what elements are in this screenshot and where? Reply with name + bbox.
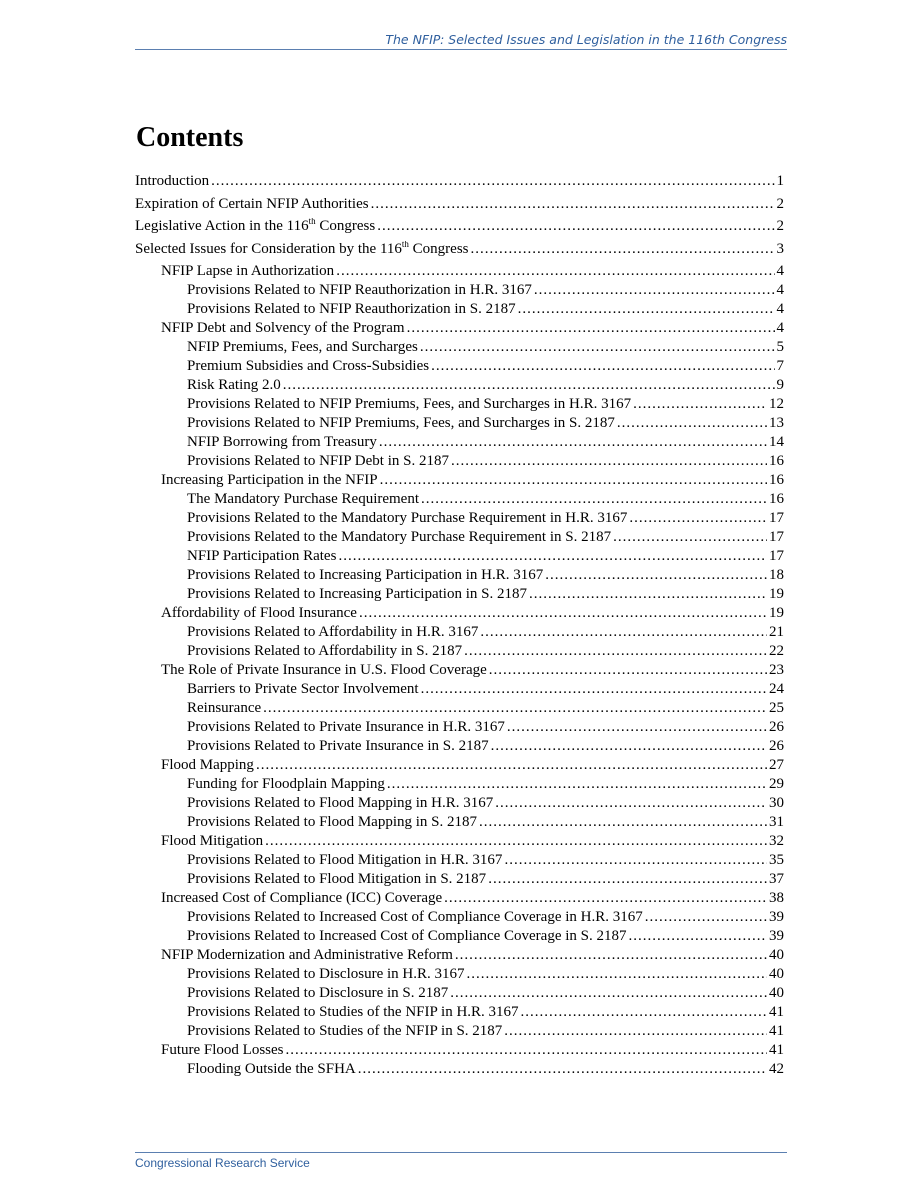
toc-dot-leader [521, 1004, 767, 1021]
toc-dot-leader [338, 548, 767, 565]
toc-page-number: 40 [769, 985, 784, 1001]
toc-entry[interactable] [135, 339, 784, 358]
toc-entry-text: Provisions Related to Increased Cost of Compliance Coverage in H.R. 3167 [187, 909, 643, 925]
toc-entry-text: Provisions Related to the Mandatory Purchase Requirement in S. 2187 [187, 529, 612, 545]
toc-entry-label [161, 472, 378, 489]
toc-entry[interactable] [135, 301, 784, 320]
toc-entry-text: Provisions Related to Private Insurance in S. 2187 [187, 738, 489, 754]
toc-entry-label [187, 396, 631, 413]
toc-entry-label [187, 700, 261, 717]
toc-dot-leader [421, 681, 767, 698]
toc-entry-text: Expiration of Certain NFIP Authorities [135, 195, 369, 212]
toc-dot-leader [534, 282, 775, 299]
toc-entry-text-suffix: Congress [408, 240, 469, 257]
toc-entry-text: Provisions Related to Flood Mitigation in S. 2187 [187, 871, 487, 887]
toc-page-number: 7 [776, 358, 784, 374]
toc-page-number: 35 [769, 852, 784, 868]
toc-entry-text: Reinsurance [187, 700, 262, 716]
toc-entry[interactable] [135, 985, 784, 1004]
toc-entry[interactable] [135, 548, 784, 567]
toc-entry-superscript: th [308, 218, 316, 226]
toc-page-number: 4 [776, 320, 784, 336]
toc-page-number: 2 [776, 218, 784, 234]
toc-page-number: 12 [769, 396, 784, 412]
toc-entry-text: Provisions Related to Studies of the NFIP in S. 2187 [187, 1023, 503, 1039]
toc-entry[interactable] [135, 1061, 784, 1080]
toc-entry-label [187, 1061, 356, 1078]
toc-entry-text: Provisions Related to Flood Mitigation in H.R. 3167 [187, 852, 503, 868]
toc-entry-label [187, 548, 336, 565]
toc-dot-leader [495, 795, 767, 812]
toc-dot-leader [518, 301, 775, 318]
toc-entry-text: Flood Mapping [161, 757, 254, 773]
toc-dot-leader [358, 1061, 767, 1078]
toc-entry[interactable] [135, 282, 784, 301]
toc-entry[interactable] [135, 871, 784, 890]
toc-dot-leader [613, 529, 767, 546]
toc-entry-label [135, 241, 469, 258]
toc-dot-leader [529, 586, 767, 603]
toc-entry-text: Flooding Outside the SFHA [187, 1061, 356, 1077]
toc-entry-text: Risk Rating 2.0 [187, 377, 281, 393]
toc-page-number: 3 [776, 240, 784, 257]
toc-entry-label [187, 377, 281, 394]
toc-page-number: 42 [769, 1061, 784, 1077]
toc-dot-leader [387, 776, 767, 793]
toc-entry-label [161, 757, 254, 774]
toc-page-number: 14 [769, 434, 784, 450]
toc-entry-label [187, 795, 493, 812]
toc-page-number: 30 [769, 795, 784, 811]
toc-entry[interactable] [135, 453, 784, 472]
toc-entry-label [161, 320, 405, 337]
toc-dot-leader [480, 624, 767, 641]
toc-entry-text: Provisions Related to NFIP Reauthorization in H.R. 3167 [187, 282, 532, 298]
toc-entry-label [161, 1042, 284, 1059]
toc-entry-label [187, 358, 429, 375]
toc-dot-leader [617, 415, 767, 432]
toc-entry-text: Selected Issues for Consideration by the 116 [135, 240, 402, 257]
toc-page-number: 39 [769, 909, 784, 925]
toc-entry-text: Provisions Related to Affordability in H.R. 3167 [187, 624, 479, 640]
toc-page-number: 19 [769, 586, 784, 602]
toc-dot-leader [379, 434, 767, 451]
toc-entry-text: Introduction [135, 173, 210, 189]
toc-dot-leader [504, 852, 767, 869]
toc-page-number: 26 [769, 738, 784, 754]
toc-entry[interactable] [135, 795, 784, 814]
toc-dot-leader [645, 909, 767, 926]
toc-page-number: 4 [776, 301, 784, 317]
toc-page-number: 4 [776, 263, 784, 279]
toc-entry[interactable] [135, 567, 784, 586]
toc-page-number: 22 [769, 643, 784, 659]
toc-entry-label [187, 1023, 502, 1040]
toc-entry[interactable] [135, 1042, 784, 1061]
toc-entry-label [187, 339, 418, 356]
toc-entry-text: Provisions Related to NFIP Reauthorization in S. 2187 [187, 301, 516, 317]
toc-entry-label [161, 833, 263, 850]
toc-entry[interactable] [135, 605, 784, 624]
toc-dot-leader [336, 263, 774, 280]
toc-entry-label [187, 415, 615, 432]
toc-entry-text: NFIP Debt and Solvency of the Program [161, 320, 405, 336]
toc-dot-leader [479, 814, 767, 831]
toc-entry[interactable] [135, 415, 784, 434]
toc-entry[interactable] [135, 241, 784, 264]
toc-page-number: 16 [769, 491, 784, 507]
toc-entry[interactable] [135, 947, 784, 966]
toc-page-number: 17 [769, 529, 784, 545]
toc-entry[interactable] [135, 966, 784, 985]
toc-entry-text: Legislative Action in the 116 [135, 218, 309, 234]
toc-entry[interactable] [135, 377, 784, 396]
toc-entry-label [187, 586, 527, 603]
toc-entry-text: Provisions Related to Increasing Participation in S. 2187 [187, 586, 527, 602]
toc-dot-leader [421, 491, 767, 508]
toc-entry-label [135, 173, 209, 190]
toc-entry-label [187, 529, 611, 546]
toc-page-number: 21 [769, 624, 784, 640]
toc-entry[interactable] [135, 358, 784, 377]
toc-entry-text: Affordability of Flood Insurance [161, 605, 357, 621]
toc-dot-leader [211, 173, 774, 190]
toc-entry-text: Funding for Floodplain Mapping [187, 776, 385, 792]
toc-entry[interactable] [135, 491, 784, 510]
page-footer [135, 1152, 787, 1173]
toc-page-number: 40 [769, 947, 784, 963]
toc-dot-leader [629, 928, 767, 945]
toc-entry-label [187, 681, 419, 698]
toc-entry-text: NFIP Lapse in Authorization [161, 263, 335, 279]
toc-entry-label [187, 1004, 519, 1021]
toc-entry-label [135, 218, 375, 235]
toc-dot-leader [467, 966, 768, 983]
toc-dot-leader [371, 196, 775, 213]
toc-entry-text: Provisions Related to NFIP Premiums, Fees, and Surcharges in H.R. 3167 [187, 396, 632, 412]
page-title: Contents [136, 122, 244, 153]
toc-entry[interactable] [135, 719, 784, 738]
toc-page-number: 16 [769, 472, 784, 488]
toc-entry[interactable] [135, 909, 784, 928]
toc-entry[interactable] [135, 928, 784, 947]
toc-dot-leader [633, 396, 767, 413]
toc-page-number: 29 [769, 776, 784, 792]
toc-entry-label [187, 738, 489, 755]
toc-entry[interactable] [135, 624, 784, 643]
toc-page-number: 41 [769, 1042, 784, 1058]
toc-dot-leader [455, 947, 767, 964]
footer-source: Congressional Research Service [135, 1156, 310, 1170]
toc-entry[interactable] [135, 1004, 784, 1023]
toc-entry-label [161, 263, 334, 280]
toc-entry-label [187, 453, 449, 470]
toc-entry-text: Provisions Related to Increasing Participation in H.R. 3167 [187, 567, 544, 583]
toc-dot-leader [451, 453, 767, 470]
toc-page-number: 17 [769, 510, 784, 526]
toc-dot-leader [629, 510, 767, 527]
toc-entry-label [187, 719, 505, 736]
toc-dot-leader [256, 757, 767, 774]
toc-page-number: 27 [769, 757, 784, 773]
toc-entry[interactable] [135, 700, 784, 719]
toc-entry-label [187, 643, 462, 660]
toc-dot-leader [407, 320, 775, 337]
toc-page-number: 31 [769, 814, 784, 830]
toc-page-number: 38 [769, 890, 784, 906]
toc-entry-text: Provisions Related to Disclosure in S. 2187 [187, 985, 449, 1001]
toc-entry[interactable] [135, 173, 784, 196]
toc-dot-leader [359, 605, 767, 622]
toc-entry-text: Increasing Participation in the NFIP [161, 472, 378, 488]
running-header-title: The NFIP: Selected Issues and Legislation in the 116th Congress [385, 32, 787, 47]
toc-page-number: 13 [769, 415, 784, 431]
toc-entry[interactable] [135, 757, 784, 776]
toc-page-number: 16 [769, 453, 784, 469]
toc-dot-leader [504, 1023, 767, 1040]
toc-dot-leader [471, 241, 775, 258]
toc-dot-leader [545, 567, 767, 584]
toc-entry[interactable] [135, 643, 784, 662]
toc-entry-label [187, 301, 516, 318]
toc-page-number: 19 [769, 605, 784, 621]
toc-entry[interactable] [135, 852, 784, 871]
toc-entry-label [161, 890, 442, 907]
toc-page-number: 41 [769, 1023, 784, 1039]
toc-entry-text: NFIP Borrowing from Treasury [187, 434, 377, 450]
toc-entry-label [187, 434, 377, 451]
toc-entry-text: The Role of Private Insurance in U.S. Flood Coverage [161, 662, 487, 678]
toc-entry-text-suffix: Congress [315, 218, 376, 234]
toc-entry[interactable] [135, 196, 784, 219]
toc-entry-text: NFIP Modernization and Administrative Reform [161, 947, 453, 963]
toc-entry[interactable] [135, 890, 784, 909]
toc-entry-label [187, 814, 477, 831]
toc-entry-text: Provisions Related to Private Insurance in H.R. 3167 [187, 719, 505, 735]
toc-dot-leader [431, 358, 774, 375]
toc-dot-leader [488, 871, 767, 888]
toc-entry-label [187, 985, 448, 1002]
toc-page-number: 18 [769, 567, 784, 583]
toc-entry-label [187, 909, 643, 926]
toc-entry[interactable] [135, 320, 784, 339]
toc-entry[interactable] [135, 263, 784, 282]
toc-entry[interactable] [135, 434, 784, 453]
toc-page-number: 24 [769, 681, 784, 697]
toc-page-number: 9 [776, 377, 784, 393]
toc-page-number: 40 [769, 966, 784, 982]
toc-entry-text: Provisions Related to Increased Cost of Compliance Coverage in S. 2187 [187, 928, 627, 944]
toc-entry-text: Barriers to Private Sector Involvement [187, 681, 419, 697]
toc-page-number: 23 [769, 662, 784, 678]
toc-entry-text: NFIP Premiums, Fees, and Surcharges [187, 339, 418, 355]
toc-entry[interactable] [135, 738, 784, 757]
toc-entry[interactable] [135, 218, 784, 241]
toc-entry-text: Provisions Related to the Mandatory Purchase Requirement in H.R. 3167 [187, 510, 628, 526]
toc-entry-label [187, 510, 627, 527]
toc-dot-leader [491, 738, 767, 755]
toc-page-number: 37 [769, 871, 784, 887]
toc-entry-label [187, 776, 385, 793]
toc-entry-label [187, 852, 502, 869]
toc-dot-leader [444, 890, 767, 907]
toc-entry-text: Provisions Related to Studies of the NFIP in H.R. 3167 [187, 1004, 519, 1020]
toc-page-number: 26 [769, 719, 784, 735]
toc-entry[interactable] [135, 662, 784, 681]
toc-entry-label [187, 567, 543, 584]
toc-entry-text: Provisions Related to Flood Mapping in H.R. 3167 [187, 795, 494, 811]
toc-page-number: 39 [769, 928, 784, 944]
running-header [135, 32, 787, 50]
toc-entry-text: Provisions Related to NFIP Premiums, Fees, and Surcharges in S. 2187 [187, 415, 615, 431]
toc-dot-leader [450, 985, 767, 1002]
toc-entry[interactable] [135, 833, 784, 852]
toc-page-number: 25 [769, 700, 784, 716]
toc-entry[interactable] [135, 814, 784, 833]
toc-dot-leader [286, 1042, 767, 1059]
toc-entry-superscript: th [401, 240, 409, 249]
toc-entry-text: Flood Mitigation [161, 833, 264, 849]
toc-entry-label [135, 196, 369, 213]
table-of-contents [135, 173, 784, 1080]
toc-dot-leader [420, 339, 775, 356]
toc-entry[interactable] [135, 586, 784, 605]
toc-entry-text: Increased Cost of Compliance (ICC) Coverage [161, 890, 443, 906]
toc-page-number: 41 [769, 1004, 784, 1020]
toc-entry-text: Premium Subsidies and Cross-Subsidies [187, 358, 430, 374]
toc-page-number: 32 [769, 833, 784, 849]
toc-entry-label [161, 662, 487, 679]
toc-page-number: 1 [776, 173, 784, 189]
toc-entry-text: Future Flood Losses [161, 1042, 284, 1058]
toc-entry-label [187, 491, 419, 508]
toc-dot-leader [489, 662, 767, 679]
toc-entry-label [187, 624, 478, 641]
toc-entry-label [187, 282, 532, 299]
toc-page-number: 17 [769, 548, 784, 564]
toc-dot-leader [464, 643, 767, 660]
toc-dot-leader [380, 472, 767, 489]
toc-entry[interactable] [135, 681, 784, 700]
toc-entry-text: NFIP Participation Rates [187, 548, 337, 564]
toc-dot-leader [263, 700, 767, 717]
toc-entry[interactable] [135, 529, 784, 548]
toc-entry-label [187, 966, 465, 983]
toc-entry-text: The Mandatory Purchase Requirement [187, 491, 420, 507]
toc-dot-leader [377, 218, 774, 235]
toc-page-number: 4 [776, 282, 784, 298]
toc-entry[interactable] [135, 510, 784, 529]
toc-entry-label [161, 947, 453, 964]
toc-entry[interactable] [135, 1023, 784, 1042]
toc-entry-text: Provisions Related to NFIP Debt in S. 2187 [187, 453, 449, 469]
toc-entry-label [161, 605, 357, 622]
toc-entry[interactable] [135, 396, 784, 415]
toc-dot-leader [507, 719, 767, 736]
toc-dot-leader [283, 377, 775, 394]
toc-entry-label [187, 928, 627, 945]
toc-entry-text: Provisions Related to Affordability in S. 2187 [187, 643, 463, 659]
toc-page-number: 2 [776, 195, 784, 212]
toc-dot-leader [265, 833, 767, 850]
toc-entry[interactable] [135, 776, 784, 795]
toc-entry-text: Provisions Related to Flood Mapping in S. 2187 [187, 814, 478, 830]
toc-entry-label [187, 871, 486, 888]
toc-entry[interactable] [135, 472, 784, 491]
toc-page-number: 5 [776, 339, 784, 355]
toc-entry-text: Provisions Related to Disclosure in H.R. 3167 [187, 966, 465, 982]
